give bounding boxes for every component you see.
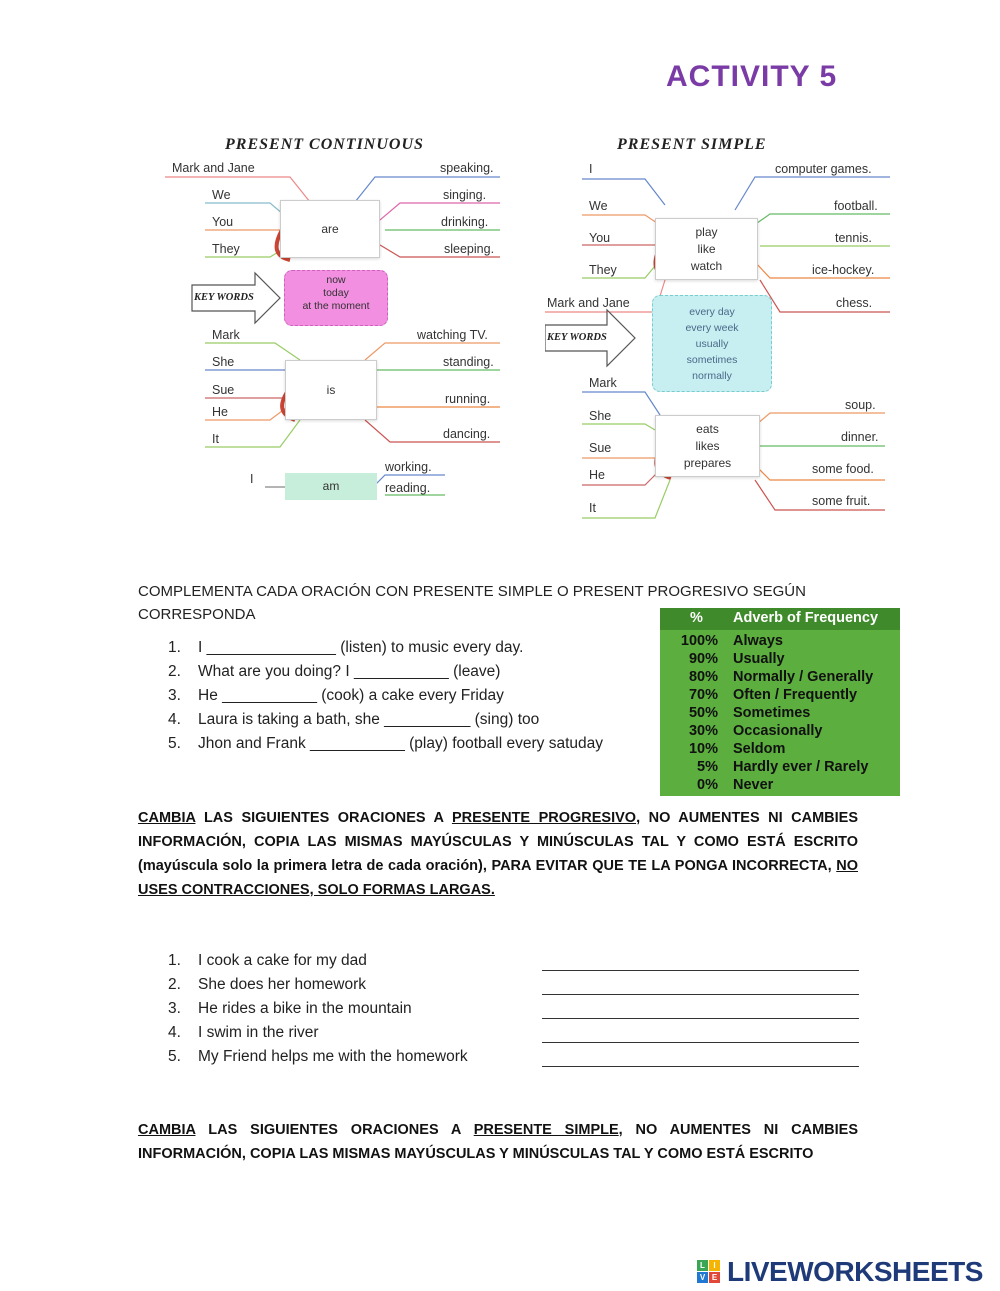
key-word: now [326, 274, 346, 286]
row-adverb: Hardly ever / Rarely [733, 759, 869, 775]
item-text: Jhon and Frank ___________ (play) football every satuday [198, 735, 603, 752]
header-adverb: Adverb of Frequency [733, 610, 879, 626]
item-text: I swim in the river [198, 1024, 319, 1041]
row-adverb: Always [733, 633, 783, 649]
row-percent: 10% [688, 741, 718, 757]
row-percent: 80% [688, 669, 718, 685]
verb-label: sleeping. [444, 242, 495, 256]
subject-label: She [212, 355, 235, 369]
key-word: usually [695, 338, 729, 350]
section2-instruction [138, 806, 858, 902]
instruction-text: LAS SIGUIENTES ORACIONES A [195, 810, 452, 826]
list-item: 2. She does her homework [168, 976, 367, 993]
key-word: every day [689, 306, 735, 318]
row-adverb: Often / Frequently [733, 687, 858, 703]
row-percent: 90% [688, 651, 718, 667]
object-label: some fruit. [812, 494, 871, 508]
table-row [660, 723, 900, 741]
logo-text: LIVEWORKSHEETS [727, 1256, 983, 1287]
section3-instruction [138, 1118, 858, 1166]
object-label: dinner. [841, 430, 879, 444]
subject-label: We [212, 188, 231, 202]
verb-label: singing. [443, 188, 487, 202]
row-percent: 50% [688, 705, 718, 721]
row-percent: 0% [697, 777, 718, 793]
simple-title: PRESENT SIMPLE [617, 136, 767, 153]
subject-label: It [212, 432, 219, 446]
subject-label: Sue [589, 441, 612, 455]
object-label: soup. [845, 398, 876, 412]
table-row [660, 777, 900, 795]
verb-label: running. [445, 392, 491, 406]
cambia-label: CAMBIA [138, 810, 196, 826]
verb-word: like [697, 242, 716, 256]
object-label: ice-hockey. [812, 263, 875, 277]
list-item: 4. I swim in the river [168, 1024, 319, 1041]
verb-label: standing. [443, 355, 494, 369]
answer-line[interactable] [542, 970, 859, 971]
present-continuous-diagram [160, 130, 520, 510]
list-item: 3. He rides a bike in the mountain [168, 1000, 412, 1017]
key-word: every week [685, 322, 739, 334]
item-text: I cook a cake for my dad [198, 952, 367, 969]
subject-label: Mark and Jane [172, 161, 255, 175]
verb-word: watch [690, 259, 723, 273]
answer-line[interactable] [542, 1042, 859, 1043]
verb-box-simple-2 [655, 415, 760, 477]
item-text: He ___________ (cook) a cake every Friday [198, 687, 504, 704]
verb-label: reading. [385, 481, 431, 495]
list-item: 3. He ___________ (cook) a cake every Friday [168, 687, 504, 704]
row-percent: 30% [688, 723, 718, 739]
object-label: chess. [836, 296, 873, 310]
object-label: computer games. [775, 162, 872, 176]
tense-target: PRESENTE SIMPLE [473, 1122, 619, 1138]
subject-label: You [212, 215, 234, 229]
subject-label: You [589, 231, 611, 245]
key-word: sometimes [686, 354, 738, 366]
key-words-label: KEY WORDS [194, 292, 254, 303]
verb-label: working. [385, 460, 432, 474]
key-words-box [652, 295, 772, 392]
list-item: 5. My Friend helps me with the homework [168, 1048, 468, 1065]
present-simple-diagram [545, 130, 900, 525]
answer-line[interactable] [542, 1066, 859, 1067]
item-text: What are you doing? I ___________ (leave) [198, 663, 501, 680]
table-row [660, 705, 900, 723]
list-item: 5. Jhon and Frank ___________ (play) football every satuday [168, 735, 603, 752]
verb-box-is: is [285, 360, 377, 420]
key-words-box [284, 270, 388, 326]
liveworksheets-logo [697, 1256, 997, 1286]
verb-box-simple-1 [655, 218, 758, 280]
row-adverb: Normally / Generally [733, 669, 874, 685]
item-text: She does her homework [198, 976, 367, 993]
page-title: ACTIVITY 5 [666, 60, 838, 93]
instruction-text: LAS SIGUIENTES ORACIONES A [195, 1122, 474, 1138]
adverb-frequency-table [660, 608, 900, 796]
row-adverb: Seldom [733, 741, 786, 757]
subject-label: Mark [212, 328, 240, 342]
verb-label: drinking. [441, 215, 489, 229]
section1-instruction: COMPLEMENTA CADA ORACIÓN CON PRESENTE SIMPLE O PRESENT PROGRESIVO SEGÚN CORRESPONDA [138, 583, 806, 623]
table-row [660, 651, 900, 669]
row-adverb: Occasionally [733, 723, 823, 739]
item-text: My Friend helps me with the homework [198, 1048, 468, 1065]
answer-line[interactable] [542, 1018, 859, 1019]
item-text: Laura is taking a bath, she __________ (sing) too [198, 711, 540, 728]
subject-label: I [250, 472, 254, 486]
verb-word: play [695, 225, 718, 239]
row-adverb: Usually [733, 651, 785, 667]
row-adverb: Never [733, 777, 774, 793]
subject-label: They [212, 242, 240, 256]
list-item: 1. I cook a cake for my dad [168, 952, 367, 969]
list-item: 4. Laura is taking a bath, she __________ (sing) too [168, 711, 540, 728]
list-item: 1. I _______________ (listen) to music every day. [168, 639, 524, 656]
tense-target: PRESENTE PROGRESIVO [451, 810, 637, 826]
verb-label: dancing. [443, 427, 491, 441]
subject-label: She [589, 409, 612, 423]
row-percent: 5% [697, 759, 718, 775]
object-label: tennis. [835, 231, 872, 245]
subject-label: It [589, 501, 596, 515]
object-label: some food. [812, 462, 874, 476]
table-row [660, 669, 900, 687]
list-item: 2. What are you doing? I ___________ (leave) [168, 663, 501, 680]
subject-label: Mark and Jane [547, 296, 630, 310]
instruction-text: , NO AUMENTES NI CAMBIES INFORMACIÓN, COPIA LAS MISMAS MAYÚSCULAS Y MINÚSCULAS TAL Y COMO ESTÁ ESCRITO (mayúscula solo la primera letra de cada oración), PARA EVITAR QUE TE LA PONGA INCORRECTA, [138, 810, 858, 874]
section1-list [138, 636, 658, 756]
cambia-label: CAMBIA [138, 1122, 196, 1138]
subject-label: We [589, 199, 608, 213]
section2-list [138, 949, 538, 1069]
verb-label: speaking. [440, 161, 494, 175]
answer-line[interactable] [542, 994, 859, 995]
key-word: normally [692, 370, 732, 382]
object-label: football. [834, 199, 878, 213]
verb-word: eats [696, 422, 719, 436]
subject-label: They [589, 263, 617, 277]
table-row [660, 687, 900, 705]
key-word: today [323, 287, 349, 299]
subject-label: He [212, 405, 228, 419]
instruction-text: , NO AUMENTES NI CAMBIES INFORMACIÓN, COPIA LAS MISMAS MAYÚSCULAS Y MINÚSCULAS TAL Y COMO ESTÁ ESCRITO [138, 1122, 858, 1162]
header-percent: % [690, 610, 703, 626]
row-percent: 70% [688, 687, 718, 703]
row-percent: 100% [680, 633, 718, 649]
subject-label: Sue [212, 383, 235, 397]
key-words-label: KEY WORDS [547, 332, 607, 343]
row-adverb: Sometimes [733, 705, 811, 721]
logo-mark-icon: L I V E [697, 1260, 721, 1284]
verb-word: prepares [683, 456, 732, 470]
subject-label: Mark [589, 376, 617, 390]
continuous-title: PRESENT CONTINUOUS [225, 136, 424, 153]
key-word: at the moment [302, 300, 370, 312]
item-text: He rides a bike in the mountain [198, 1000, 412, 1017]
table-row [660, 633, 900, 651]
table-row [660, 741, 900, 759]
table-row [660, 759, 900, 777]
verb-word: likes [695, 439, 720, 453]
table-header [660, 608, 900, 630]
subject-label: I [589, 162, 593, 176]
verb-label: watching TV. [417, 328, 488, 342]
subject-label: He [589, 468, 605, 482]
verb-box-are: are [280, 200, 380, 258]
item-text: I _______________ (listen) to music every day. [198, 639, 524, 656]
verb-box-am: am [285, 473, 377, 500]
instruction-warning: NO USES CONTRACCIONES, SOLO FORMAS LARGAS. [138, 858, 858, 898]
